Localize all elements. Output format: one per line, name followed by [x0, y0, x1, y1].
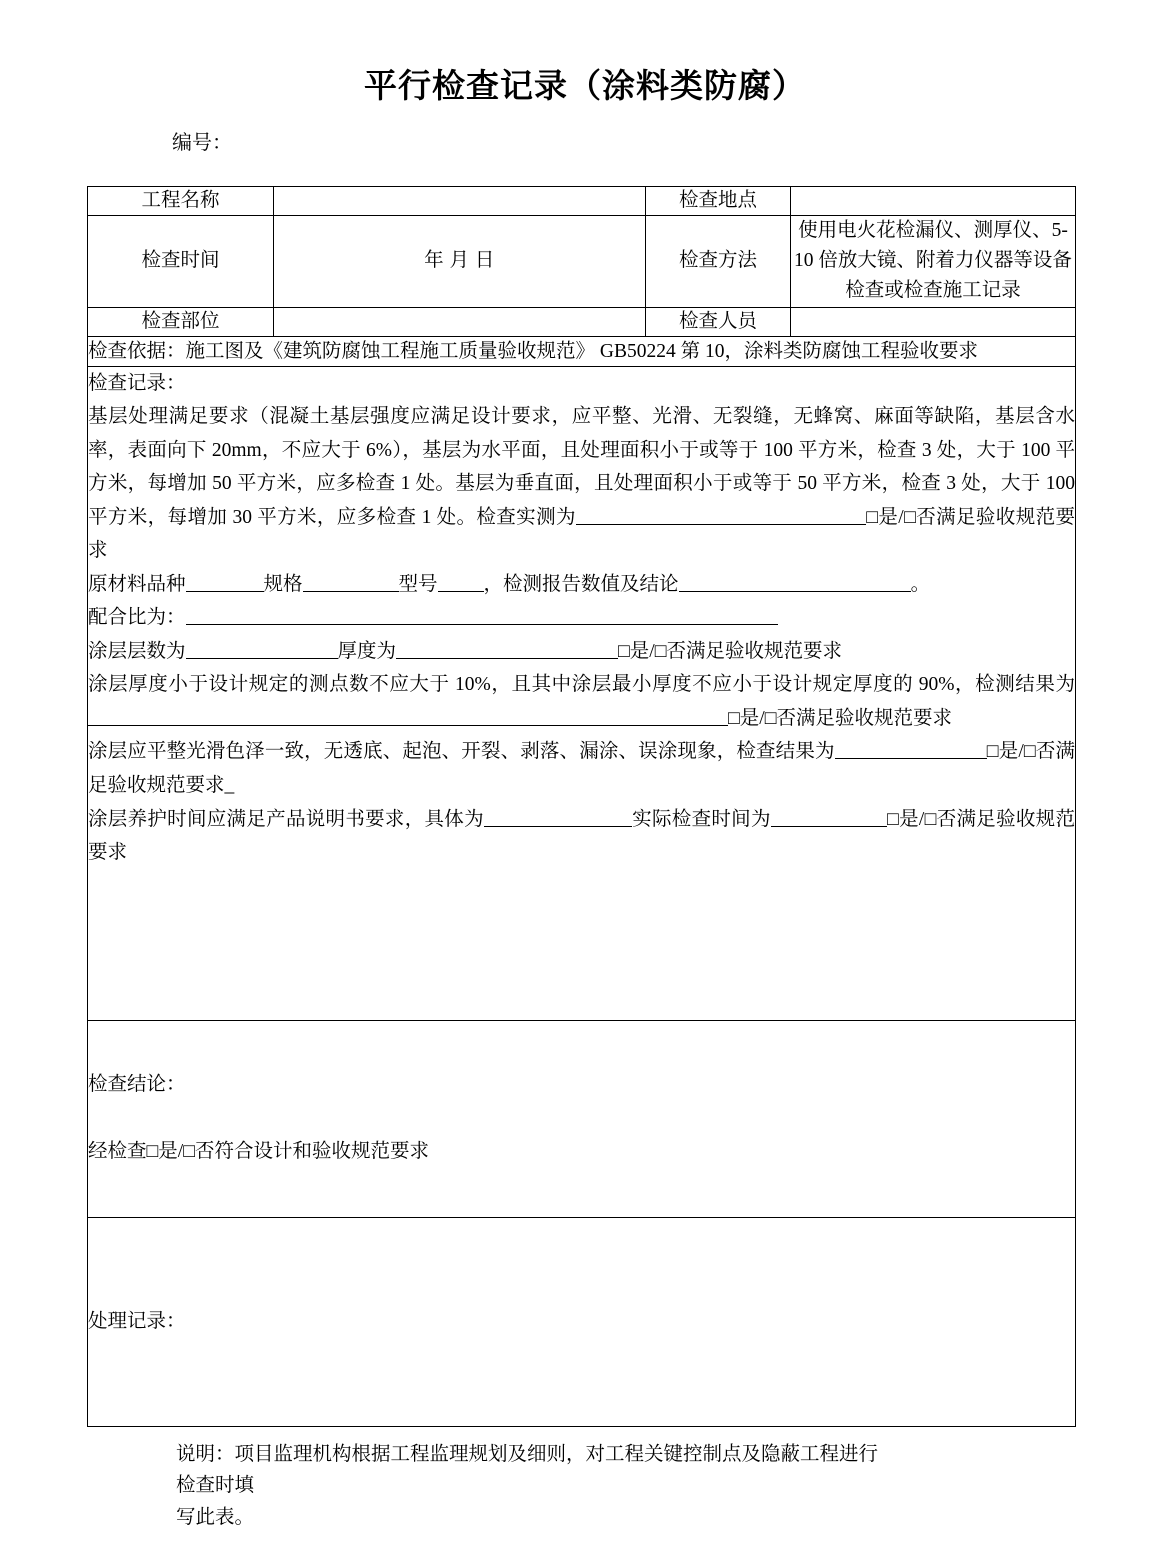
table-row-conclusion — [88, 1020, 1076, 1217]
record-heading: 检查记录： — [88, 373, 186, 395]
coating-layers-checkboxes[interactable]: □是/□否满足验收规范要求 — [618, 640, 843, 662]
record-paragraph-material — [88, 568, 1075, 602]
conclusion-heading: 检查结论： — [88, 1074, 186, 1096]
substrate-text-a: 基层处理满足要求（混凝土基层强度应满足设计要求，应平整、光滑、无裂缝，无蜂窝、麻面等缺陷，基层含水率，表面向下 20mm，不应大于 6%），基层为水平面，且处理面积小于或等于 100 平方米，检查 3 处，大于 100 平方米，每增加 50 平方米，应多检查 1 处。基层为垂直面，且处理面积小于或等于 50 平方米，检查 3 处，大于 100 平方米，每增加 30 平方米，应多检查 1 处。检查实测为 — [88, 406, 1075, 528]
record-paragraph-layers — [88, 635, 1075, 669]
mix-ratio-blank[interactable] — [186, 604, 778, 625]
record-paragraph-curing — [88, 803, 1075, 870]
curing-text-b: 实际检查时间为 — [631, 808, 771, 830]
handling-content — [88, 1305, 1075, 1338]
footer-note — [0, 1427, 880, 1534]
mix-ratio-label: 配合比为： — [88, 607, 186, 629]
table-row-project-name — [88, 186, 1076, 215]
conclusion-gap — [88, 1101, 1075, 1135]
material-model-label: 型号 — [398, 573, 438, 595]
inspection-method-label: 检查方法 — [646, 215, 791, 307]
thickness-rule-text-b[interactable]: □是/□否满足验收规范要求 — [728, 707, 952, 729]
coating-thickness-blank[interactable] — [396, 637, 618, 658]
conclusion-text[interactable]: 经检查□是/□否符合设计和验收规范要求 — [88, 1141, 429, 1163]
table-row-inspection-part — [88, 307, 1076, 336]
conclusion-content — [88, 1068, 1075, 1169]
material-type-blank[interactable] — [186, 570, 264, 591]
page-title: 平行检查记录（涂料类防腐） — [364, 69, 806, 105]
inspection-location-label: 检查地点 — [646, 186, 791, 215]
test-report-label: ，检测报告数值及结论 — [483, 573, 679, 595]
inspection-basis-text: 检查依据：施工图及《建筑防腐蚀工程施工质量验收规范》 GB50224 第 10，涂料类防腐蚀工程验收要求 — [88, 336, 1076, 366]
inspection-record-content — [88, 367, 1075, 870]
handling-heading: 处理记录： — [88, 1311, 186, 1333]
handling-cell[interactable] — [88, 1217, 1076, 1426]
material-model-blank[interactable] — [438, 570, 484, 591]
coating-layers-blank[interactable] — [186, 637, 338, 658]
curing-text-c[interactable]: □是/□否满足验收规范要求 — [88, 808, 1075, 864]
substrate-measured-blank[interactable] — [576, 503, 866, 524]
inspector-label: 检查人员 — [646, 307, 791, 336]
thickness-rule-text-a: 涂层厚度小于设计规定的测点数不应大于 10%，且其中涂层最小厚度不应小于设计规定厚度的 90%，检测结果为 — [88, 674, 1075, 696]
test-report-blank[interactable] — [679, 570, 911, 591]
inspection-location-value[interactable] — [791, 186, 1076, 215]
conclusion-cell — [88, 1020, 1076, 1217]
material-period: 。 — [910, 573, 931, 595]
footer-note-line1: 说明：项目监理机构根据工程监理规划及细则，对工程关键控制点及隐蔽工程进行检查时填 — [176, 1443, 879, 1497]
inspection-time-value[interactable]: 年 月 日 — [274, 215, 646, 307]
curing-spec-blank[interactable] — [484, 805, 632, 826]
material-spec-blank[interactable] — [303, 570, 399, 591]
table-row-handling — [88, 1217, 1076, 1426]
table-row-record — [88, 367, 1076, 1021]
appearance-result-blank[interactable] — [835, 738, 987, 759]
substrate-text-b[interactable]: □是/□否满足验收规范要求 — [88, 506, 1075, 562]
inspector-value[interactable] — [791, 307, 1076, 336]
thickness-result-blank[interactable] — [88, 704, 728, 725]
serial-number-label: 编号： — [172, 131, 232, 154]
record-empty-space — [88, 870, 1075, 1020]
inspection-time-label: 检查时间 — [88, 215, 274, 307]
curing-actual-blank[interactable] — [771, 805, 887, 826]
record-paragraph-mixratio — [88, 601, 1075, 635]
project-name-value[interactable] — [274, 186, 646, 215]
material-type-label: 原材料品种 — [88, 573, 186, 595]
curing-text-a: 涂层养护时间应满足产品说明书要求，具体为 — [88, 808, 484, 830]
inspection-method-value: 使用电火花检漏仪、测厚仪、5-10 倍放大镜、附着力仪器等设备检查或检查施工记录 — [791, 215, 1076, 307]
appearance-text-b[interactable]: □是/□否满足验收规范要求_ — [88, 741, 1075, 797]
inspection-record-cell — [88, 367, 1076, 1021]
inspection-record-table — [87, 186, 1076, 1427]
table-row-inspection-time — [88, 215, 1076, 307]
footer-note-line2: 写此表。 — [176, 1506, 255, 1528]
inspection-part-label: 检查部位 — [88, 307, 274, 336]
appearance-text-a: 涂层应平整光滑色泽一致，无透底、起泡、开裂、剥落、漏涂、误涂现象，检查结果为 — [88, 741, 835, 763]
coating-thickness-label: 厚度为 — [337, 640, 397, 662]
project-name-label: 工程名称 — [88, 186, 274, 215]
record-paragraph-substrate — [88, 400, 1075, 568]
material-spec-label: 规格 — [263, 573, 303, 595]
record-paragraph-appearance — [88, 735, 1075, 802]
record-paragraph-thickness-rule — [88, 668, 1075, 735]
table-row-basis — [88, 336, 1076, 366]
coating-layers-label: 涂层层数为 — [88, 640, 186, 662]
inspection-part-value[interactable] — [274, 307, 646, 336]
